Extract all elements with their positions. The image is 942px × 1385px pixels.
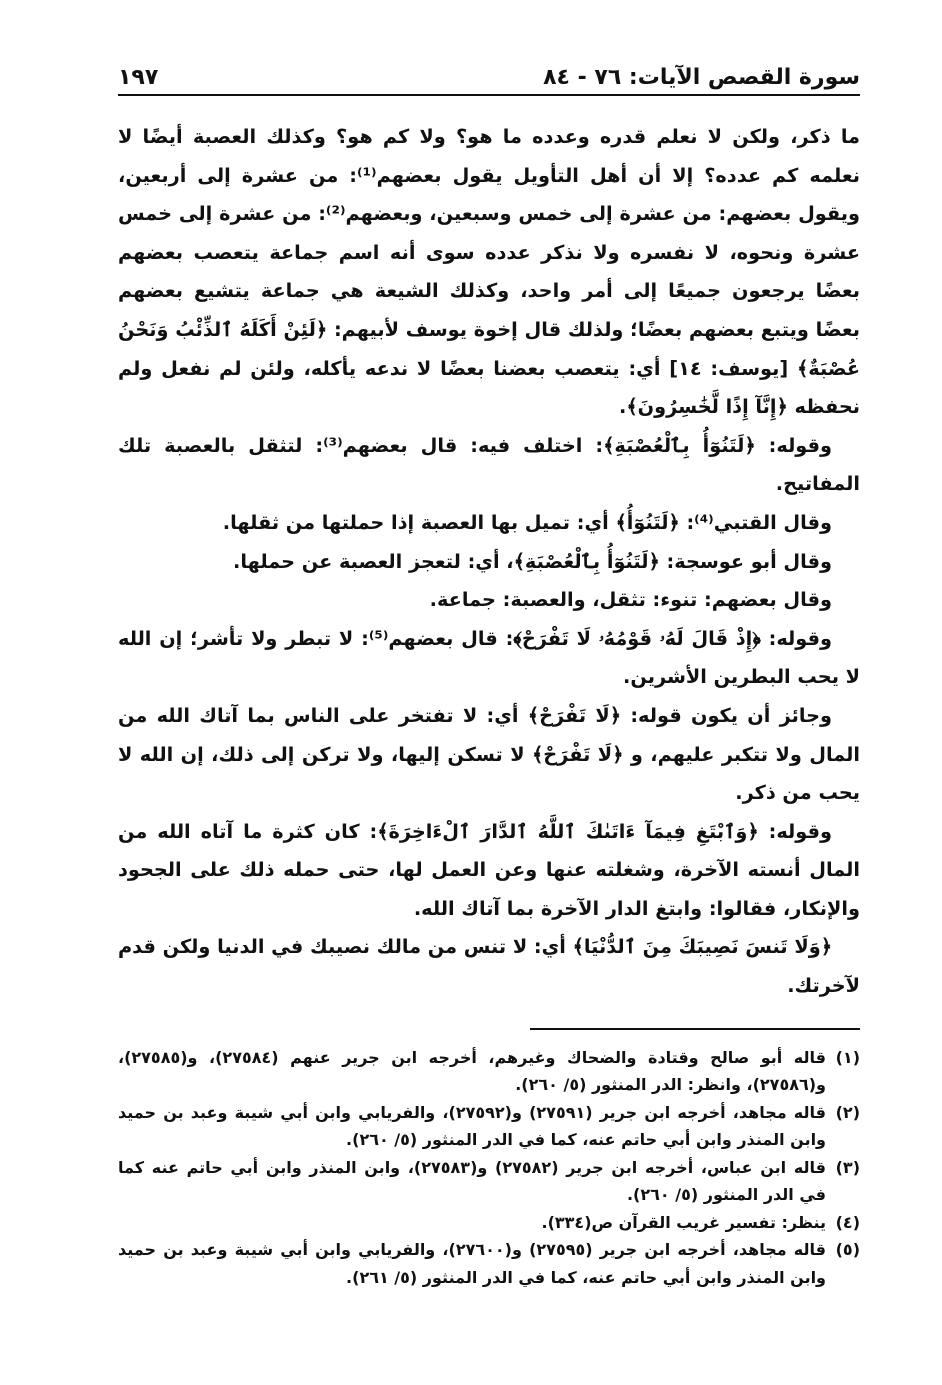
paragraph: ما ذكر، ولكن لا نعلم قدره وعدده ما هو؟ ولا كم هو؟ وكذلك العصبة أيضًا لا نعلمه كم عدده؟ إلا أن أهل التأويل يقول بعضهم⁽¹⁾: من عشرة إلى أربعين، ويقول بعضهم: من عشرة إلى خمس وسبعين، وبعضهم⁽²⁾: من عشرة إلى خمس عشرة ونحوه، لا نفسره ولا نذكر عدده سوى أنه اسم جماعة يتعصب بعضهم بعضًا يرجعون جميعًا إلى أمر واحد، وكذلك الشيعة هي جماعة يتشيع بعضهم بعضًا ويتبع بعضهم بعضًا؛ ولذلك قال إخوة يوسف لأبيهم: ﴿لَئِنْ أَكَلَهُ ٱلذِّئْبُ وَنَحْنُ عُصْبَةٌ﴾ [يوسف: ١٤] أي: يتعصب بعضنا بعضًا لا ندعه يأكله، ولئن لم نفعل ولم نحفظه ﴿إِنَّآ إِذًا لَّخَٰسِرُونَ﴾.	[118, 125, 860, 419]
footnote-text: قاله مجاهد، أخرجه ابن جرير (٢٧٥٩٥) و(٢٧٦٠٠)، والفريابي وابن أبي شيبة وعبد بن حميد وابن المنذر وابن أبي حاتم عنه، كما في الدر المنثور (٥/ ٢٦١).	[118, 1240, 827, 1287]
running-title: سورة القصص الآيات: ٧٦ - ٨٤	[543, 65, 860, 90]
footnote	[118, 1236, 860, 1291]
page-header	[118, 40, 860, 96]
footnote-number: (١)	[835, 1047, 860, 1067]
footnote-text: قاله ابن عباس، أخرجه ابن جرير (٢٧٥٨٢) و(٢٧٥٨٣)، وابن المنذر وابن أبي حاتم عنه كما في الدر المنثور (٥/ ٢٦٠).	[118, 1157, 827, 1205]
paragraph: ﴿وَلَا تَنسَ نَصِيبَكَ مِنَ ٱلدُّنْيَا﴾ أي: لا تنس من مالك نصيبك في الدنيا ولكن قدم لآخرتك.	[118, 935, 860, 998]
book-page	[118, 40, 860, 1360]
footnote-number: (٣)	[835, 1157, 860, 1177]
footnotes	[118, 1044, 860, 1292]
paragraph: وجائز أن يكون قوله: ﴿لَا تَفْرَحْ﴾ أي: لا تفتخر على الناس بما آتاك الله من المال ولا تتكبر عليهم، و ﴿لَا تَفْرَحْ﴾ لا تسكن إليها، ولا تركن إلى ذلك، إن الله لا يحب من ذكر.	[118, 703, 860, 805]
paragraph: وقوله: ﴿وَٱبْتَغِ فِيمَآ ءَاتَىٰكَ ٱللَّهُ ٱلدَّارَ ٱلْءَاخِرَةَ﴾: كان كثرة ما آتاه الله من المال أنسته الآخرة، وشغلته عنها وعن العمل لها، حتى حمله ذلك على الجحود والإنكار، فقالوا: وابتغ الدار الآخرة بما آتاك الله.	[118, 819, 860, 920]
footnote-number: (٢)	[835, 1102, 860, 1122]
footnote-number: (٤)	[835, 1212, 860, 1232]
footnote	[118, 1154, 860, 1209]
footnote	[118, 1209, 860, 1237]
footnote-text: قاله أبو صالح وقتادة والضحاك وغيرهم، أخرجه ابن جرير عنهم (٢٧٥٨٤)، و(٢٧٥٨٥)، و(٢٧٥٨٦)، وانظر: الدر المنثور (٥/ ٢٦٠).	[118, 1047, 827, 1095]
footnote	[118, 1044, 860, 1099]
paragraph: وقال أبو عوسجة: ﴿لَتَنُوٓأُ بِٱلْعُصْبَةِ﴾، أي: لتعجز العصبة عن حملها.	[233, 549, 832, 573]
footnote-text: ينظر: تفسير غريب القرآن ص(٣٣٤).	[541, 1212, 826, 1232]
paragraph: وقال القتبي⁽⁴⁾: ﴿لَتَنُوٓأُ﴾ أي: تميل بها العصبة إذا حملتها من ثقلها.	[222, 510, 832, 534]
paragraph: وقال بعضهم: تنوء: تثقل، والعصبة: جماعة.	[429, 588, 832, 612]
paragraph: وقوله: ﴿إِذْ قَالَ لَهُۥ قَوْمُهُۥ لَا تَفْرَحْ﴾: قال بعضهم⁽⁵⁾: لا تبطر ولا تأشر؛ إن الله لا يحب البطرين الأشرين.	[118, 626, 860, 689]
paragraph: وقوله: ﴿لَتَنُوٓأُ بِٱلْعُصْبَةِ﴾: اختلف فيه: قال بعضهم⁽³⁾: لتثقل بالعصبة تلك المفاتيح.	[118, 433, 860, 496]
footnote	[118, 1099, 860, 1154]
footnote-number: (٥)	[835, 1240, 860, 1260]
footnote-divider	[530, 1028, 860, 1030]
main-text	[118, 118, 860, 1006]
page-number: ١٩٧	[118, 65, 159, 90]
footnote-text: قاله مجاهد، أخرجه ابن جرير (٢٧٥٩١) و(٢٧٥٩٢)، والفريابي وابن أبي شيبة وعبد بن حميد وابن المنذر وابن أبي حاتم عنه، كما في الدر المنثور (٥/ ٢٦٠).	[118, 1102, 827, 1150]
